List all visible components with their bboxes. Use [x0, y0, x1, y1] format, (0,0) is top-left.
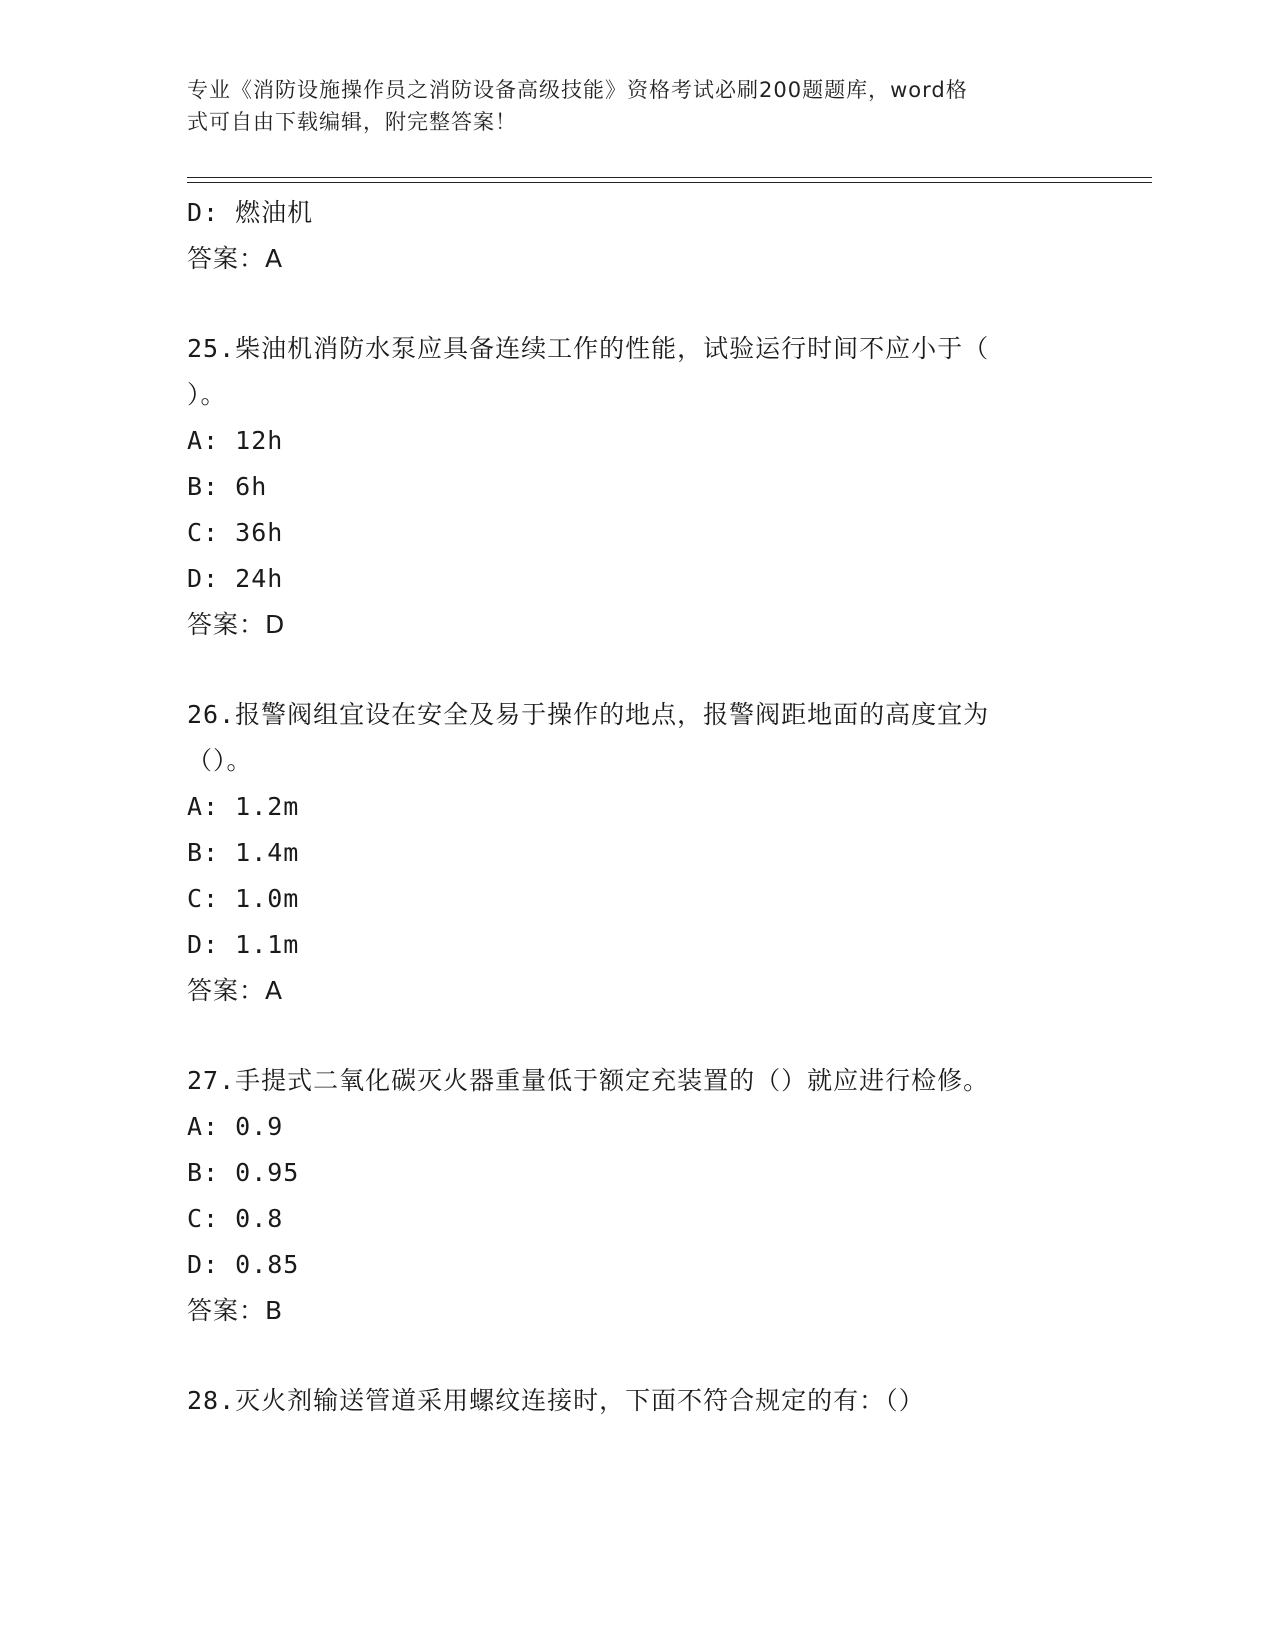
answer-line: 答案：B [187, 1296, 284, 1325]
answer-line: 答案：D [187, 610, 286, 639]
question-stem-25: 25.柴油机消防水泵应具备连续工作的性能，试验运行时间不应小于（ [187, 334, 990, 363]
option-d: D: 0.85 [187, 1250, 300, 1279]
option-a: A: 0.9 [187, 1112, 284, 1141]
header-divider-top [187, 177, 1152, 178]
option-c: C: 36h [187, 518, 284, 547]
option-c: C: 1.0m [187, 884, 300, 913]
option-b: B: 0.95 [187, 1158, 300, 1187]
question-stem-27: 27.手提式二氧化碳灭火器重量低于额定充装置的（）就应进行检修。 [187, 1066, 990, 1095]
answer-line: 答案：A [187, 244, 284, 273]
header-line-2: 式可自由下载编辑，附完整答案！ [187, 110, 517, 134]
header-divider-bottom [187, 182, 1152, 183]
option-d: D: 1.1m [187, 930, 300, 959]
question-list [187, 190, 1087, 1424]
question-stem-26: 26.报警阀组宜设在安全及易于操作的地点，报警阀距地面的高度宜为 [187, 700, 990, 729]
question-stem-25-cont: ）。 [187, 380, 227, 409]
document-header [187, 74, 1067, 138]
option-c: C: 0.8 [187, 1204, 284, 1233]
header-line-1: 专业《消防设施操作员之消防设备高级技能》资格考试必刷200题题库，word格 [187, 78, 968, 102]
option-a: A: 12h [187, 426, 284, 455]
question-stem-26-cont: （）。 [187, 746, 253, 775]
question-stem-28: 28.灭火剂输送管道采用螺纹连接时，下面不符合规定的有：（） [187, 1386, 925, 1415]
option-b: B: 1.4m [187, 838, 300, 867]
option-b: B: 6h [187, 472, 268, 501]
option-d: D: 24h [187, 564, 284, 593]
answer-line: 答案：A [187, 976, 284, 1005]
option-a: A: 1.2m [187, 792, 300, 821]
option-d: D: 燃油机 [187, 198, 314, 227]
